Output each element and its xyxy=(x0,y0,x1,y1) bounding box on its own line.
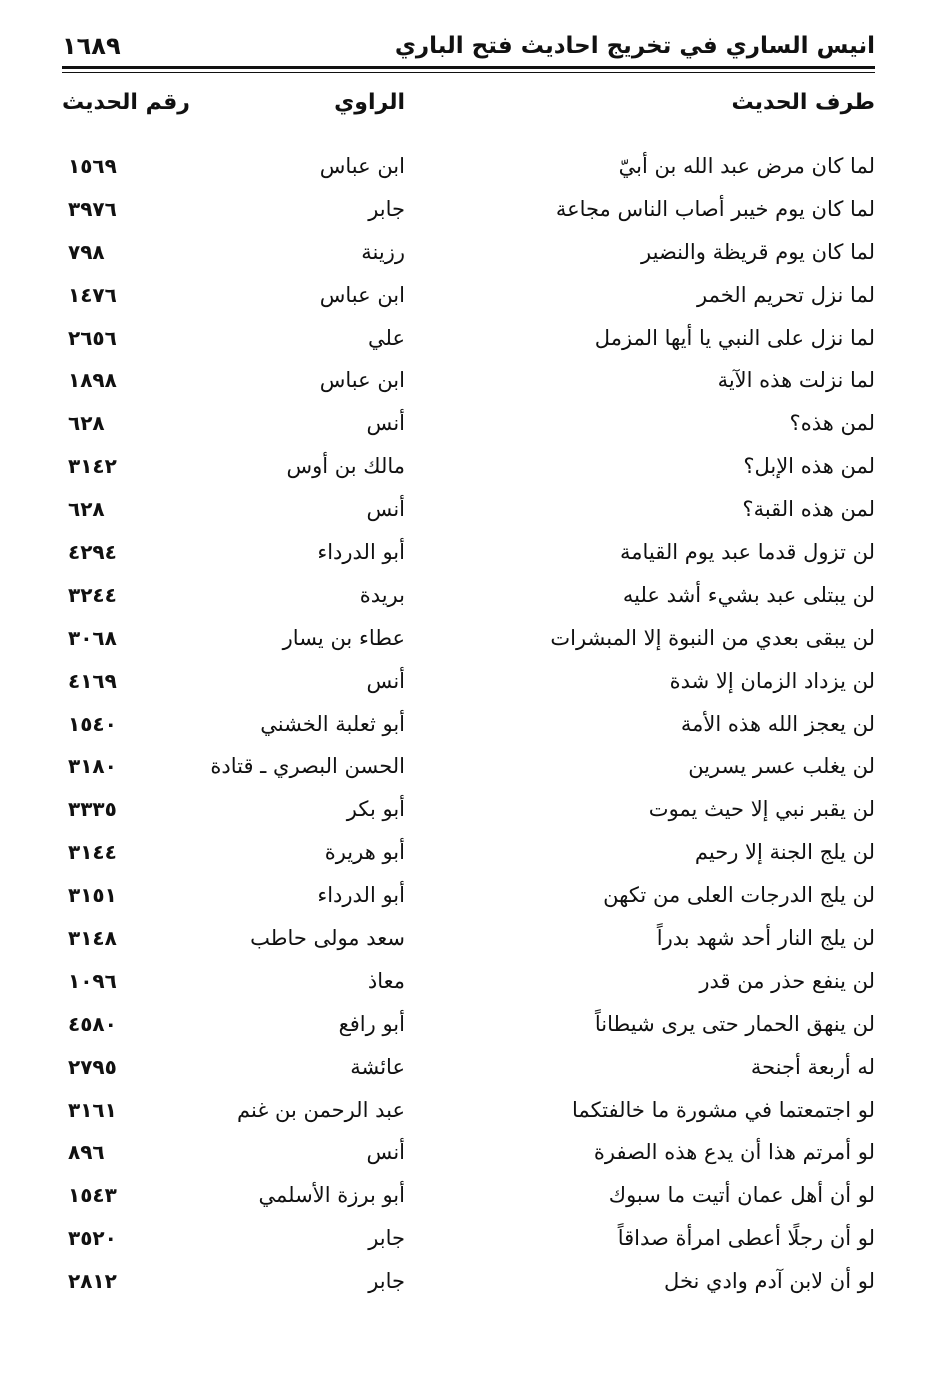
hadith-narrator: أبو رافع xyxy=(338,1011,405,1036)
hadith-tarf: لمن هذه القبة؟ xyxy=(742,497,875,522)
hadith-narrator: مالك بن أوس xyxy=(286,454,405,479)
page-header xyxy=(62,26,875,66)
hadith-tarf: لمن هذه؟ xyxy=(789,411,875,436)
hadith-tarf: لما نزلت هذه الآية xyxy=(717,368,875,393)
hadith-tarf: لن يلج الدرجات العلى من تكهن xyxy=(603,883,875,908)
table-row xyxy=(62,922,875,965)
hadith-number: ٣٣٣٥ xyxy=(68,797,117,822)
hadith-narrator: بريدة xyxy=(359,582,405,607)
hadith-narrator: ابن عباس xyxy=(319,154,405,178)
table-row xyxy=(62,665,875,708)
column-header-tarf: طرف الحديث xyxy=(731,90,875,115)
hadith-number: ٣٠٦٨ xyxy=(68,625,117,650)
hadith-narrator: علي xyxy=(368,325,405,350)
hadith-tarf: لن ينفع حذر من قدر xyxy=(699,968,875,993)
column-header-rawi: الراوي xyxy=(334,90,405,115)
hadith-tarf: لو أمرتم هذا أن يدع هذه الصفرة xyxy=(593,1140,875,1165)
hadith-number: ٢٦٥٦ xyxy=(68,325,117,350)
column-header-number: رقم الحديث xyxy=(62,90,190,115)
hadith-index-table xyxy=(62,150,875,1308)
hadith-narrator: الحسن البصري ـ قتادة xyxy=(210,754,405,779)
table-row xyxy=(62,493,875,536)
hadith-number: ١٨٩٨ xyxy=(68,368,117,393)
table-row xyxy=(62,450,875,493)
hadith-number: ٣١٤٨ xyxy=(68,926,117,951)
table-row xyxy=(62,622,875,665)
table-row xyxy=(62,1094,875,1137)
hadith-narrator: أبو الدرداء xyxy=(317,883,405,908)
hadith-number: ١٥٤٣ xyxy=(68,1183,117,1208)
table-row xyxy=(62,364,875,407)
hadith-narrator: معاذ xyxy=(367,968,405,993)
page-number: ١٦٨٩ xyxy=(62,32,121,60)
table-row xyxy=(62,536,875,579)
table-row xyxy=(62,1265,875,1308)
hadith-narrator: أنس xyxy=(366,497,405,522)
hadith-narrator: أنس xyxy=(366,668,405,693)
hadith-tarf: لما كان يوم خيبر أصاب الناس مجاعة xyxy=(555,196,875,221)
table-row xyxy=(62,750,875,793)
header-rule-thin xyxy=(62,72,875,73)
hadith-narrator: عائشة xyxy=(350,1054,405,1079)
table-row xyxy=(62,322,875,365)
hadith-tarf: له أربعة أجنحة xyxy=(750,1054,875,1079)
hadith-narrator: أبو ثعلبة الخشني xyxy=(260,711,405,736)
hadith-tarf: لمن هذه الإبل؟ xyxy=(743,454,875,479)
table-row xyxy=(62,1136,875,1179)
hadith-narrator: أبو بكر xyxy=(346,797,405,822)
table-row xyxy=(62,193,875,236)
hadith-number: ٣١٤٢ xyxy=(68,454,117,479)
hadith-number: ٦٢٨ xyxy=(68,411,105,436)
table-row xyxy=(62,236,875,279)
header-rule-thick xyxy=(62,66,875,69)
hadith-number: ٨٩٦ xyxy=(68,1140,105,1165)
hadith-narrator: أنس xyxy=(366,1140,405,1165)
hadith-tarf: لو اجتمعتما في مشورة ما خالفتكما xyxy=(572,1097,875,1122)
table-row xyxy=(62,579,875,622)
table-row xyxy=(62,1179,875,1222)
hadith-narrator: أنس xyxy=(366,411,405,436)
hadith-number: ١٥٦٩ xyxy=(68,154,117,178)
table-row xyxy=(62,1008,875,1051)
hadith-number: ٤١٦٩ xyxy=(68,668,117,693)
hadith-tarf: لن ينهق الحمار حتى يرى شيطاناً xyxy=(594,1011,875,1036)
table-row xyxy=(62,879,875,922)
hadith-narrator: سعد مولى حاطب xyxy=(250,926,405,951)
table-row xyxy=(62,708,875,751)
hadith-tarf: لما كان يوم قريظة والنضير xyxy=(641,239,875,264)
hadith-number: ٣٩٧٦ xyxy=(68,196,117,221)
table-row xyxy=(62,793,875,836)
hadith-number: ٤٥٨٠ xyxy=(68,1011,117,1036)
hadith-number: ٣١٥١ xyxy=(68,883,117,908)
hadith-number: ١٥٤٠ xyxy=(68,711,117,736)
hadith-number: ٤٢٩٤ xyxy=(68,540,117,565)
hadith-narrator: أبو الدرداء xyxy=(317,540,405,565)
hadith-tarf: لو أن لابن آدم وادي نخل xyxy=(664,1269,875,1294)
hadith-tarf: لن يبقى بعدي من النبوة إلا المبشرات xyxy=(550,625,875,650)
hadith-narrator: أبو برزة الأسلمي xyxy=(258,1183,405,1208)
hadith-number: ٣٥٢٠ xyxy=(68,1226,117,1251)
hadith-tarf: لن يبتلى عبد بشيء أشد عليه xyxy=(622,582,875,607)
table-row xyxy=(62,279,875,322)
column-headers xyxy=(62,90,875,130)
table-row xyxy=(62,836,875,879)
hadith-tarf: لما كان مرض عبد الله بن أبيّ xyxy=(618,154,875,178)
hadith-number: ٢٧٩٥ xyxy=(68,1054,117,1079)
hadith-narrator: ابن عباس xyxy=(319,282,405,307)
hadith-number: ٣١٦١ xyxy=(68,1097,117,1122)
hadith-number: ٣٢٤٤ xyxy=(68,582,117,607)
hadith-tarf: لو أن أهل عمان أتيت ما سبوك xyxy=(608,1183,875,1208)
hadith-tarf: لو أن رجلًا أعطى امرأة صداقاً xyxy=(617,1226,875,1251)
table-row xyxy=(62,150,875,193)
hadith-number: ٦٢٨ xyxy=(68,497,105,522)
hadith-tarf: لن يغلب عسر يسرين xyxy=(688,754,875,779)
hadith-tarf: لن يزداد الزمان إلا شدة xyxy=(669,668,875,693)
hadith-tarf: لن يقبر نبي إلا حيث يموت xyxy=(648,797,875,822)
hadith-tarf: لن تزول قدما عبد يوم القيامة xyxy=(620,540,875,565)
table-row xyxy=(62,1051,875,1094)
running-title: انيس الساري في تخريج احاديث فتح الباري xyxy=(394,33,875,59)
hadith-number: ٢٨١٢ xyxy=(68,1269,117,1294)
hadith-tarf: لما نزل تحريم الخمر xyxy=(697,282,875,307)
hadith-tarf: لن يعجز الله هذه الأمة xyxy=(680,711,875,736)
hadith-narrator: ابن عباس xyxy=(319,368,405,393)
table-row xyxy=(62,407,875,450)
hadith-narrator: عطاء بن يسار xyxy=(282,625,405,650)
table-row xyxy=(62,1222,875,1265)
table-row xyxy=(62,965,875,1008)
hadith-narrator: رزينة xyxy=(361,239,405,264)
hadith-tarf: لن يلج النار أحد شهد بدراً xyxy=(656,926,875,951)
hadith-number: ٣١٨٠ xyxy=(68,754,117,779)
hadith-narrator: عبد الرحمن بن غنم xyxy=(237,1097,405,1122)
hadith-tarf: لن يلج الجنة إلا رحيم xyxy=(694,840,875,865)
hadith-number: ٣١٤٤ xyxy=(68,840,117,865)
hadith-number: ٧٩٨ xyxy=(68,239,105,264)
hadith-number: ١٠٩٦ xyxy=(68,968,117,993)
hadith-narrator: جابر xyxy=(368,1269,405,1294)
hadith-narrator: جابر xyxy=(368,196,405,221)
hadith-narrator: جابر xyxy=(368,1226,405,1251)
hadith-number: ١٤٧٦ xyxy=(68,282,117,307)
hadith-narrator: أبو هريرة xyxy=(324,840,405,865)
hadith-tarf: لما نزل على النبي يا أيها المزمل xyxy=(594,325,875,350)
